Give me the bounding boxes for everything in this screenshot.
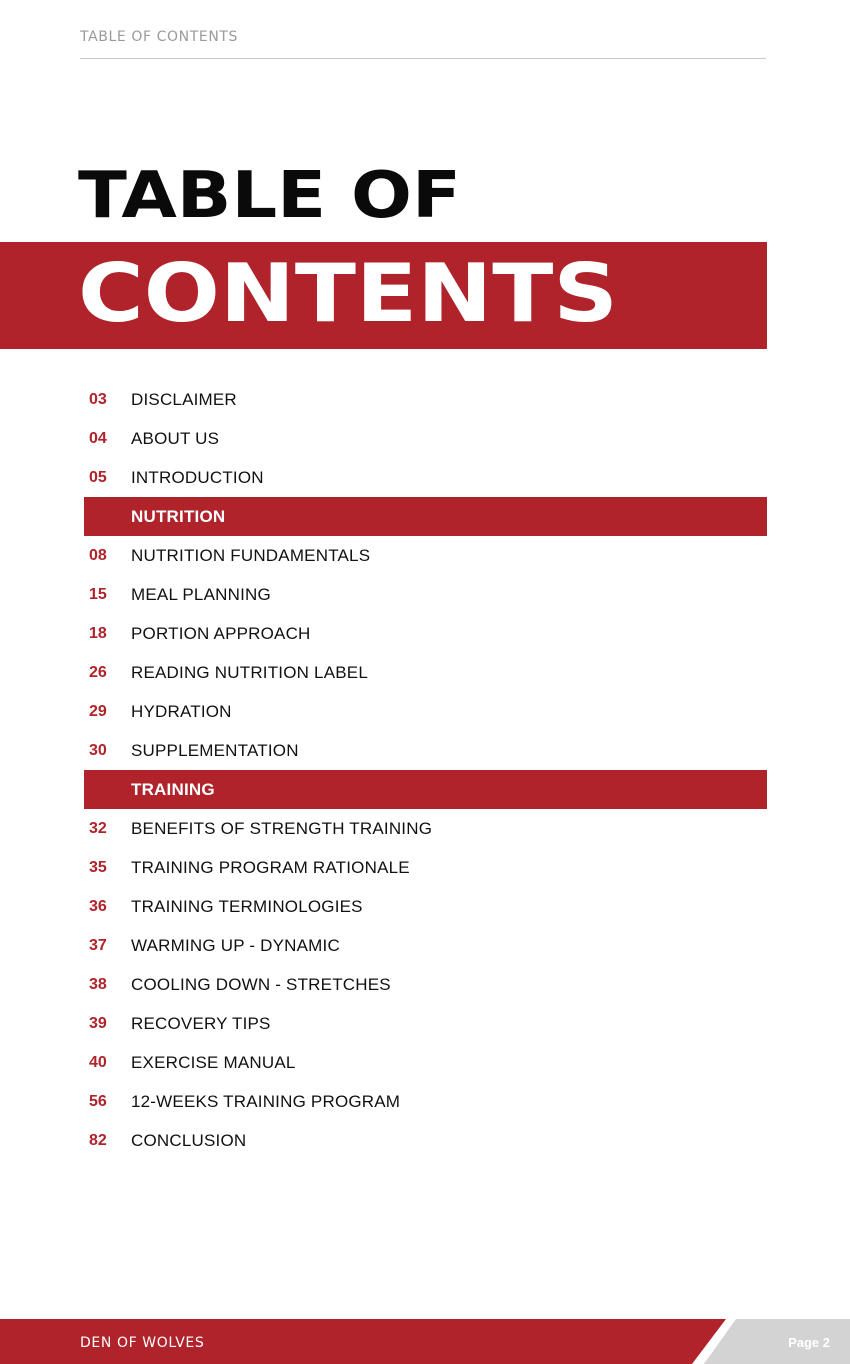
toc-entry[interactable]	[84, 614, 767, 653]
toc-page-number: 18	[89, 624, 107, 642]
toc-page-number: 40	[89, 1053, 107, 1071]
toc-entry[interactable]	[84, 848, 767, 887]
toc-entry-label: INTRODUCTION	[131, 467, 264, 487]
toc-section-header	[84, 770, 767, 809]
toc-entry[interactable]	[84, 1121, 767, 1160]
toc-entry-label: SUPPLEMENTATION	[131, 740, 299, 760]
toc-page-number: 37	[89, 936, 107, 954]
page-title-line2: CONTENTS	[78, 247, 618, 340]
toc-entry[interactable]	[84, 692, 767, 731]
toc-entry-label: RECOVERY TIPS	[131, 1013, 271, 1033]
toc-entry[interactable]	[84, 380, 767, 419]
toc-entry-label: TRAINING TERMINOLOGIES	[131, 896, 363, 916]
toc-entry[interactable]	[84, 809, 767, 848]
running-header	[80, 28, 766, 59]
toc-section-label: TRAINING	[131, 779, 215, 799]
toc-page-number: 08	[89, 546, 107, 564]
footer-brand: DEN OF WOLVES	[80, 1335, 205, 1351]
toc-entry-label: MEAL PLANNING	[131, 584, 271, 604]
toc-entry-label: ABOUT US	[131, 428, 220, 448]
toc-entry-label: PORTION APPROACH	[131, 623, 311, 643]
toc-entry-label: TRAINING PROGRAM RATIONALE	[131, 857, 410, 877]
toc-page-number: 29	[89, 702, 107, 720]
running-header-title: TABLE OF CONTENTS	[80, 29, 239, 45]
page-number: Page 2	[788, 1335, 830, 1350]
toc-page-number: 38	[89, 975, 107, 993]
toc-entry[interactable]	[84, 926, 767, 965]
toc-page-number: 05	[89, 468, 107, 486]
toc-entry-label: HYDRATION	[131, 701, 232, 721]
toc-entry[interactable]	[84, 1043, 767, 1082]
toc-entry[interactable]	[84, 731, 767, 770]
toc-entry-label: NUTRITION FUNDAMENTALS	[131, 545, 371, 565]
toc-entry[interactable]	[84, 536, 767, 575]
page-title-line1: TABLE OF	[78, 159, 461, 233]
toc-entry-label: 12-WEEKS TRAINING PROGRAM	[131, 1091, 401, 1111]
toc-entry[interactable]	[84, 419, 767, 458]
toc-entry-label: WARMING UP - DYNAMIC	[131, 935, 340, 955]
toc-entry-label: COOLING DOWN - STRETCHES	[131, 974, 391, 994]
toc-page-number: 36	[89, 897, 107, 915]
toc-entry-label: DISCLAIMER	[131, 389, 237, 409]
toc-list	[84, 380, 767, 1160]
toc-entry-label: EXERCISE MANUAL	[131, 1052, 296, 1072]
toc-page-number: 35	[89, 858, 107, 876]
toc-section-label: NUTRITION	[131, 506, 226, 526]
toc-page-number: 32	[89, 819, 107, 837]
toc-entry[interactable]	[84, 575, 767, 614]
toc-entry[interactable]	[84, 458, 767, 497]
toc-entry[interactable]	[84, 965, 767, 1004]
toc-page-number: 04	[89, 429, 107, 447]
toc-entry-label: BENEFITS OF STRENGTH TRAINING	[131, 818, 433, 838]
toc-page-number: 30	[89, 741, 107, 759]
toc-entry[interactable]	[84, 1082, 767, 1121]
toc-section-header	[84, 497, 767, 536]
toc-page-number: 15	[89, 585, 107, 603]
toc-entry-label: READING NUTRITION LABEL	[131, 662, 368, 682]
toc-page-number: 39	[89, 1014, 107, 1032]
toc-page-number: 82	[89, 1131, 107, 1149]
toc-entry[interactable]	[84, 1004, 767, 1043]
toc-entry[interactable]	[84, 887, 767, 926]
toc-page-number: 26	[89, 663, 107, 681]
toc-page-number: 56	[89, 1092, 107, 1110]
toc-entry-label: CONCLUSION	[131, 1130, 247, 1150]
toc-entry[interactable]	[84, 653, 767, 692]
toc-page-number: 03	[89, 390, 107, 408]
